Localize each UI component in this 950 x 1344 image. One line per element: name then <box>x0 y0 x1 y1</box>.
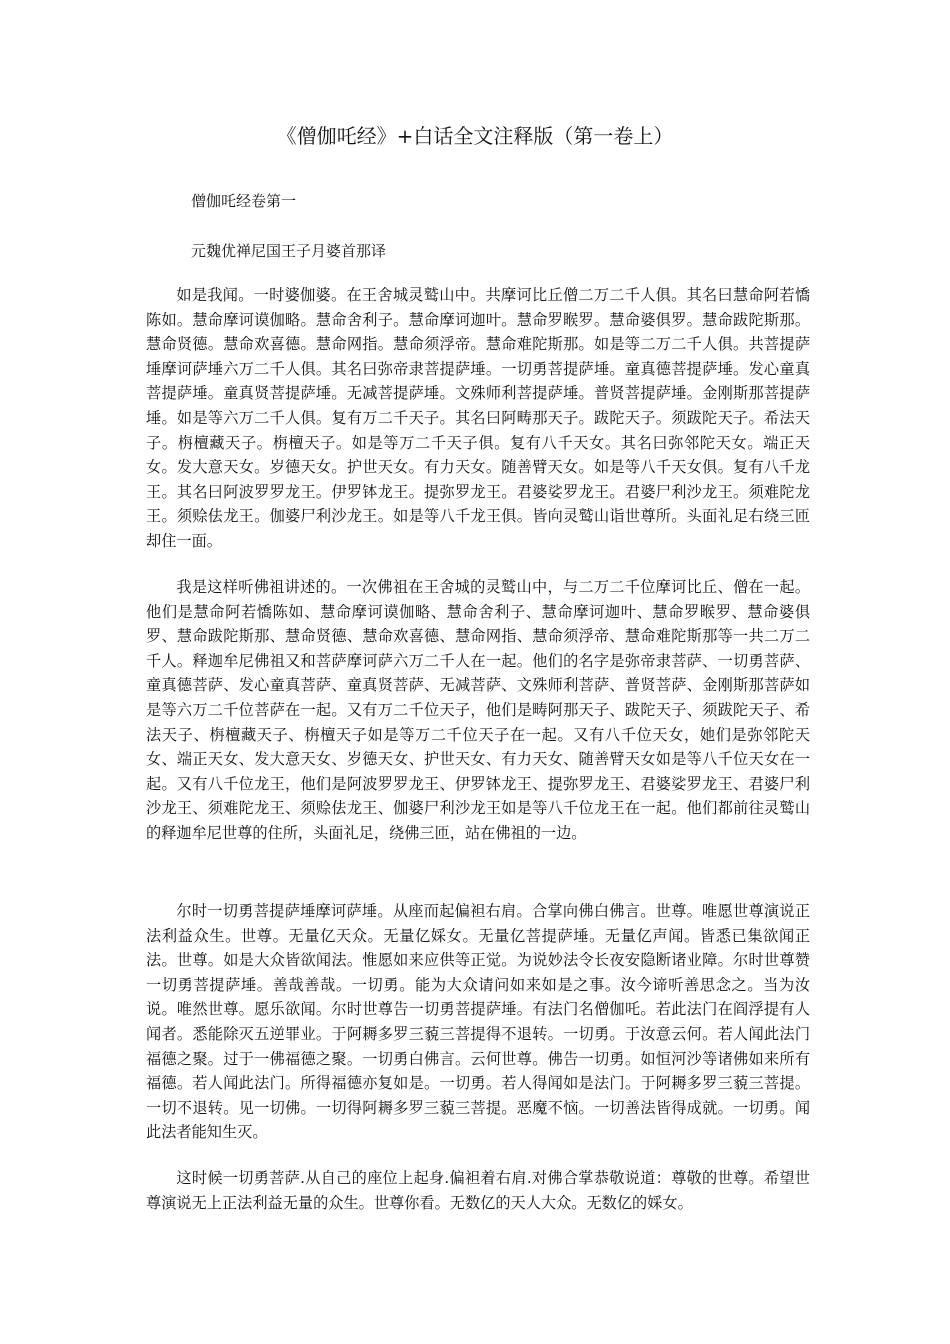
document-title: 《僧伽吒经》+白话全文注释版（第一卷上） <box>276 124 674 148</box>
scripture-paragraph-original: 尔时一切勇菩提萨埵摩诃萨埵。从座而起偏袒右肩。合掌向佛白佛言。世尊。唯愿世尊演说正法利益众生。世尊。无量亿天众。无量亿婇女。无量亿菩提萨埵。无量亿声闻。皆悉已集欲闻正法。世尊。如是大众皆欲闻法。惟愿如来应供等正觉。为说妙法令长夜安隐断诸业障。尔时世尊赞一切勇菩提萨埵。善哉善哉。一切勇。能为大众请问如来如是之事。汝今谛听善思念之。当为汝说。唯然世尊。愿乐欲闻。尔时世尊告一切勇菩提萨埵。有法门名僧伽吒。若此法门在阎浮提有人闻者。悉能除灭五逆罪业。于阿耨多罗三藐三菩提得不退转。一切勇。于汝意云何。若人闻此法门福德之聚。过于一佛福德之聚。一切勇白佛言。云何世尊。佛告一切勇。如恒河沙等诸佛如来所有福德。若人闻此法门。所得福德亦复如是。一切勇。若人得闻如是法门。于阿耨多罗三藐三菩提。一切不退转。见一切佛。一切得阿耨多罗三藐三菩提。恶魔不恼。一切善法皆得成就。一切勇。闻此法者能知生灭。 <box>146 902 810 1142</box>
scripture-paragraph-vernacular: 这时候一切勇菩萨.从自己的座位上起身.偏袒着右肩.对佛合掌恭敬说道：尊敬的世尊。希望世尊演说无上正法利益无量的众生。世尊你看。无数亿的天人大众。无数亿的婇女。 <box>146 1169 810 1212</box>
translator-line: 元魏优禅尼国王子月婆首那译 <box>191 242 387 260</box>
scripture-paragraph-original: 如是我闻。一时婆伽婆。在王舍城灵鹫山中。共摩诃比丘僧二万二千人俱。其名曰慧命阿若憍陈如。慧命摩诃谟伽略。慧命舍利子。慧命摩诃迦叶。慧命罗睺罗。慧命婆俱罗。慧命跋陀斯那。慧命贤德。慧命欢喜德。慧命网指。慧命须浮帝。慧命难陀斯那。如是等二万二千人俱。共菩提萨埵摩诃萨埵六万二千人俱。其名曰弥帝隶菩提萨埵。一切勇菩提萨埵。童真德菩提萨埵。发心童真菩提萨埵。童真贤菩提萨埵。无减菩提萨埵。文殊师利菩提萨埵。普贤菩提萨埵。金刚斯那菩提萨埵。如是等六万二千人俱。复有万二千天子。其名曰阿畴那天子。跋陀天子。须跋陀天子。希法天子。栴檀藏天子。栴檀天子。如是等万二千天子俱。复有八千天女。其名曰弥邻陀天女。端正天女。发大意天女。岁德天女。护世天女。有力天女。随善臂天女。如是等八千天女俱。复有八千龙王。其名曰阿波罗罗龙王。伊罗钵龙王。提弥罗龙王。君婆娑罗龙王。君婆尸利沙龙王。须难陀龙王。须赊佉龙王。伽婆尸利沙龙王。如是等八千龙王俱。皆向灵鹫山诣世尊所。头面礼足右绕三匝却住一面。 <box>146 286 810 550</box>
volume-heading: 僧伽吒经卷第一 <box>191 192 297 210</box>
scripture-paragraph-vernacular: 我是这样听佛祖讲述的。一次佛祖在王舍城的灵鹫山中，与二万二千位摩诃比丘、僧在一起。他们是慧命阿若憍陈如、慧命摩诃谟伽略、慧命舍利子、慧命摩诃迦叶、慧命罗睺罗、慧命婆俱罗、慧命跋陀斯那、慧命贤德、慧命欢喜德、慧命网指、慧命须浮帝、慧命难陀斯那等一共二万二千人。释迦牟尼佛祖又和菩萨摩诃萨六万二千人在一起。他们的名字是弥帝隶菩萨、一切勇菩萨、童真德菩萨、发心童真菩萨、童真贤菩萨、无减菩萨、文殊师利菩萨、普贤菩萨、金刚斯那菩萨如是等六万二千位菩萨在一起。又有万二千位天子，他们是畴阿那天子、跋陀天子、须跋陀天子、希法天子、栴檀藏天子、栴檀天子如是等万二千位天子在一起。又有八千位天女，她们是弥邻陀天女、端正天女、发大意天女、岁德天女、护世天女、有力天女、随善臂天女如是等八千位天女在一起。又有八千位龙王，他们是阿波罗罗龙王、伊罗钵龙王、提弥罗龙王、君婆娑罗龙王、君婆尸利沙龙王、须难陀龙王、须赊佉龙王、伽婆尸利沙龙王如是等八千位龙王在一起。他们都前往灵鹫山的释迦牟尼世尊的住所，头面礼足，绕佛三匝，站在佛祖的一边。 <box>146 578 810 842</box>
